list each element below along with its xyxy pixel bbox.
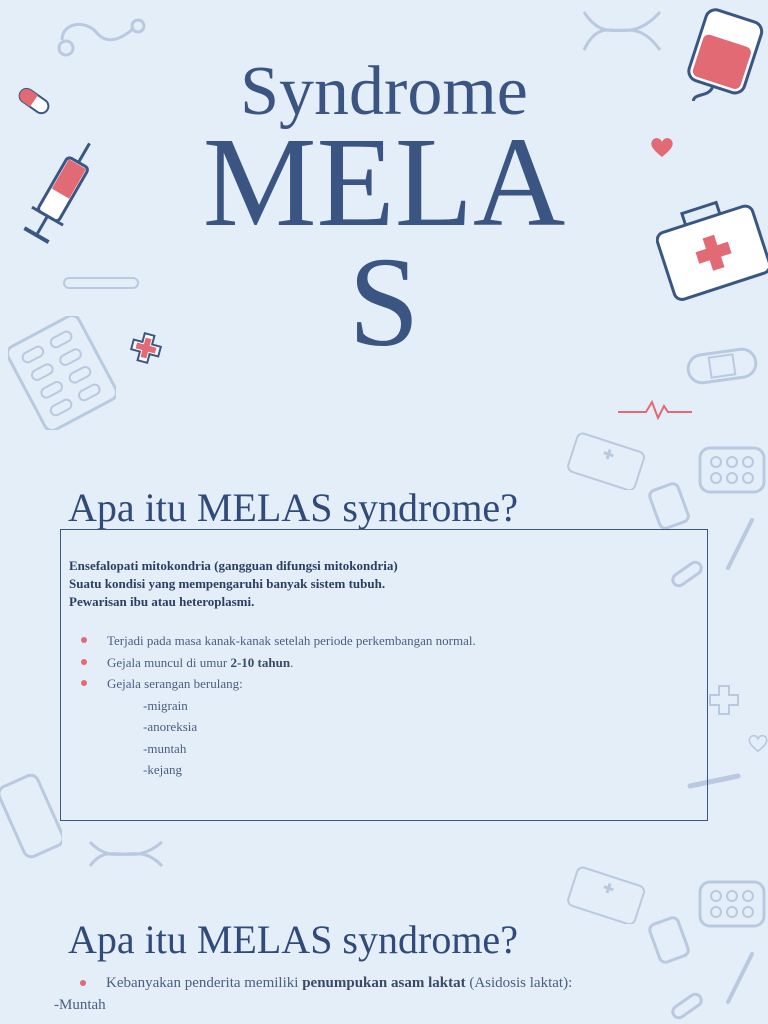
bullet-dot-icon xyxy=(81,637,87,643)
bullet-text: -Muntah xyxy=(54,997,106,1013)
first-aid-kit-icon xyxy=(566,862,648,924)
intro-line: Pewarisan ibu atau heteroplasmi. xyxy=(69,594,255,609)
sub-list-container xyxy=(81,695,476,781)
bullet-dot-icon xyxy=(81,659,87,665)
bullet-text: Gejala serangan berulang: xyxy=(107,676,243,691)
bullet-text: Gejala muncul di umur xyxy=(107,654,231,670)
section1-textbox xyxy=(60,529,708,821)
bullet-text: Kebanyakan penderita memiliki xyxy=(106,975,303,991)
sub-list-item xyxy=(54,994,572,1016)
bullet-text: Terjadi pada masa kanak-kanak setelah periode perkembangan normal. xyxy=(107,633,476,648)
section2-heading: Apa itu MELAS syndrome? xyxy=(68,917,518,962)
list-item xyxy=(81,652,476,674)
section1-intro xyxy=(69,557,398,611)
symptom-sublist xyxy=(81,695,476,781)
bullet-dot-icon xyxy=(80,980,86,986)
dna-icon xyxy=(86,836,166,872)
pill-blister-icon xyxy=(0,770,62,862)
heartbeat-icon xyxy=(616,398,694,420)
sub-list-item: -migrain xyxy=(143,697,188,713)
section1-heading: Apa itu MELAS syndrome? xyxy=(68,485,518,530)
thermometer-icon xyxy=(720,948,760,1008)
section1-bullets xyxy=(81,630,476,781)
title-syndrome: Syndrome xyxy=(240,53,528,130)
cross-icon xyxy=(128,330,164,366)
sub-list-item: -anoreksia xyxy=(143,719,198,734)
thermometer-icon xyxy=(62,272,140,294)
heart-icon xyxy=(748,734,768,752)
sub-list-item: -kejang xyxy=(143,762,182,777)
blood-bag-icon xyxy=(646,480,692,532)
pill-blister-icon xyxy=(8,316,116,430)
intro-line: Suatu kondisi yang mempengaruhi banyak sistem tubuh. xyxy=(69,576,386,591)
syringe-icon xyxy=(16,128,108,254)
section2-bullets xyxy=(54,972,573,1016)
pill-capsule-icon xyxy=(668,990,706,1022)
first-aid-kit-icon xyxy=(566,428,648,490)
sub-list-item: -muntah xyxy=(143,740,187,756)
dna-icon xyxy=(580,4,664,56)
list-item xyxy=(81,630,476,652)
first-aid-kit-icon xyxy=(656,182,768,314)
blood-bag-icon xyxy=(646,914,692,966)
bandage-icon xyxy=(684,344,760,388)
heart-icon xyxy=(650,136,674,158)
title-melas-line1: MELA xyxy=(202,111,566,253)
title-melas-line2: S xyxy=(348,231,420,373)
intro-line: Ensefalopati mitokondria (gangguan difungsi mitokondria) xyxy=(69,558,398,573)
bullet-dot-icon xyxy=(81,680,87,686)
title-melas xyxy=(184,111,584,373)
cross-icon xyxy=(706,682,742,718)
bullet-text: (Asidosis laktat): xyxy=(465,975,573,991)
bullet-text-bold: 2-10 tahun xyxy=(230,654,291,670)
bullet-text: . xyxy=(290,654,294,670)
pill-blister-icon xyxy=(696,444,768,496)
list-item xyxy=(80,972,572,994)
list-item xyxy=(81,673,476,695)
thermometer-icon xyxy=(720,514,760,574)
pill-blister-icon xyxy=(696,878,768,930)
bullet-text-bold: penumpukan asam laktat xyxy=(302,975,466,991)
